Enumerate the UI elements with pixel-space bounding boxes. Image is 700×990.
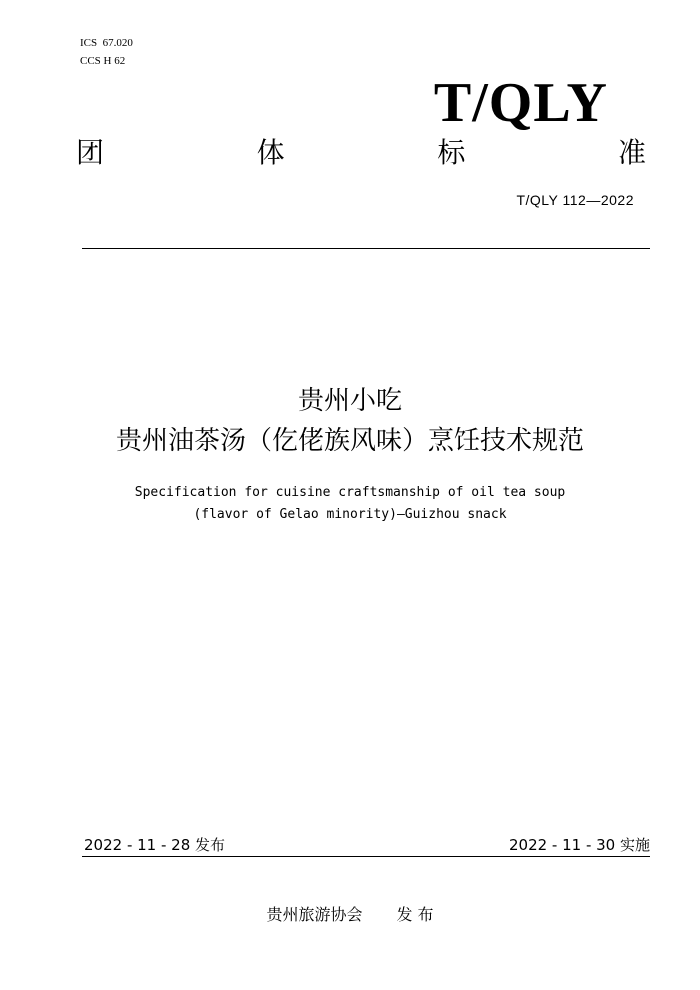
ccs-code: CCS H 62 [80, 55, 126, 67]
standard-type-char: 体 [256, 136, 285, 169]
publisher-organization: 贵州旅游协会 [266, 905, 363, 924]
title-cn-line1: 贵州小吃 [297, 386, 402, 416]
title-en-line1: Specification for cuisine craftsmanship of oil tea soup [134, 485, 566, 500]
classification-codes [80, 34, 133, 70]
standard-type-heading [76, 136, 646, 170]
standard-type-char: 标 [437, 136, 466, 169]
standard-type-char: 团 [76, 136, 105, 169]
title-cn-line2: 贵州油茶汤（仡佬族风味）烹饪技术规范 [115, 426, 584, 456]
title-en-line2: (flavor of Gelao minority)—Guizhou snack [193, 507, 507, 522]
standard-logo: T/QLY [433, 72, 608, 134]
issue-date: 2022 - 11 - 28 发布 [84, 836, 226, 854]
standard-type-char: 准 [617, 136, 646, 169]
top-divider [82, 248, 650, 249]
publisher-action: 发 布 [396, 905, 434, 924]
standard-number: T/QLY 112—2022 [516, 192, 634, 208]
publisher-line [0, 904, 700, 926]
ics-code: ICS 67.020 [80, 37, 133, 49]
bottom-divider [82, 856, 650, 857]
implementation-date: 2022 - 11 - 30 实施 [508, 836, 650, 854]
